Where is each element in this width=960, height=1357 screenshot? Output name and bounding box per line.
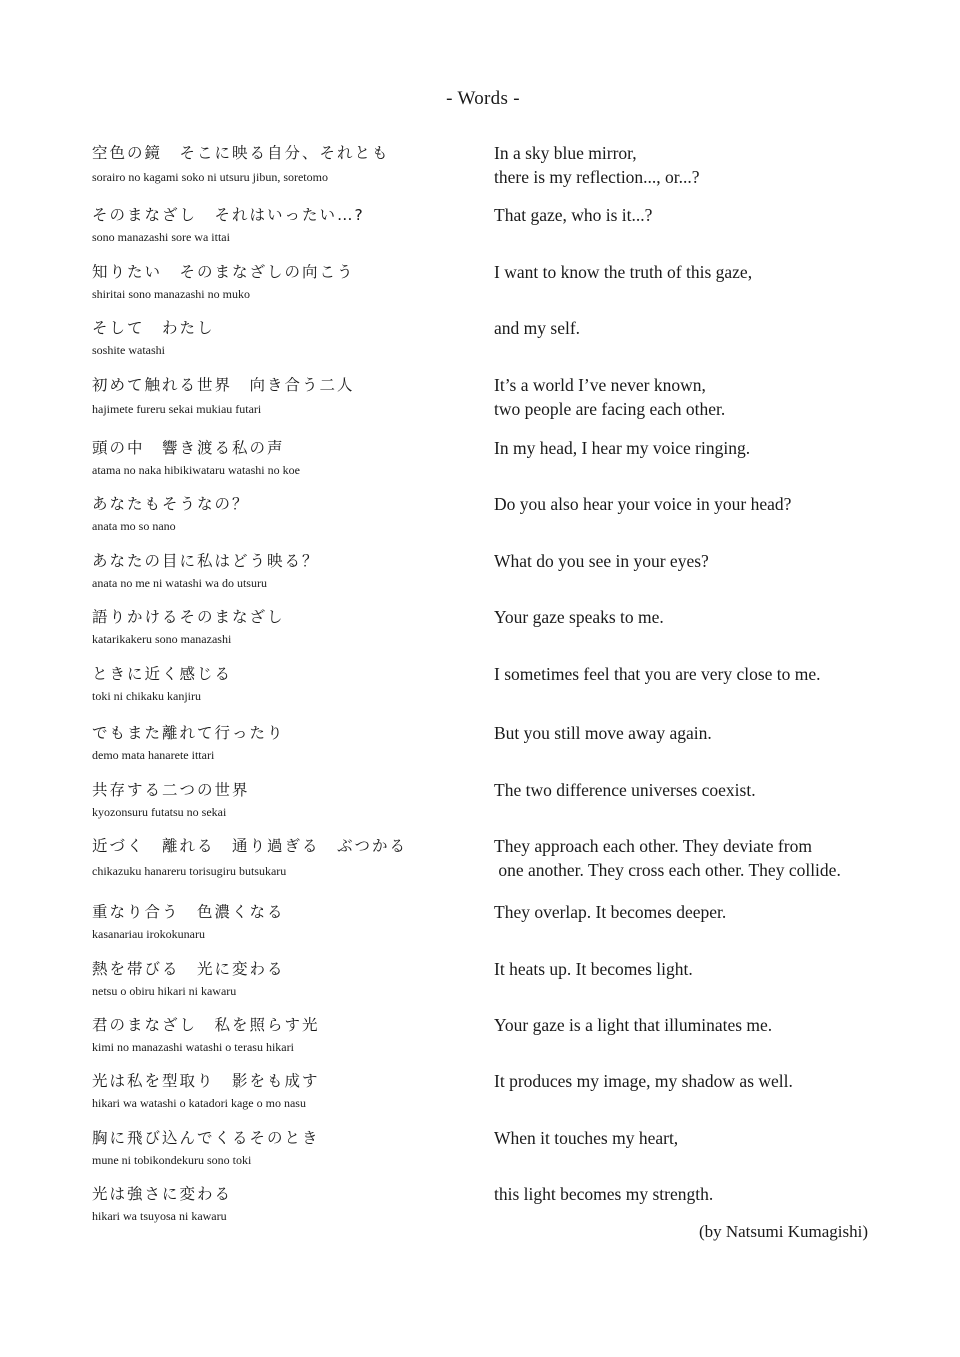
japanese-line: 重なり合う 色濃くなる [92, 903, 285, 921]
page-title: - Words - [446, 88, 520, 109]
japanese-line: でもまた離れて行ったり [92, 724, 285, 742]
english-translation [494, 141, 700, 189]
romaji-line: kyozonsuru futatsu no sekai [92, 805, 227, 819]
translation-line: In my head, I hear my voice ringing. [494, 438, 751, 458]
romaji-line: mune ni tobikondekuru sono toki [92, 1153, 252, 1167]
japanese-line: 空色の鏡 そこに映る自分、それとも [92, 144, 390, 162]
translation-line: and my self. [494, 318, 581, 338]
japanese-line: 語りかけるそのまなざし [92, 608, 285, 626]
translation-line: there is my reflection..., or...? [494, 167, 700, 187]
japanese-line: 光は強さに変わる [92, 1185, 233, 1203]
translation-line: But you still move away again. [494, 723, 712, 743]
romaji-line: katarikakeru sono manazashi [92, 632, 232, 646]
translation-line: It’s a world I’ve never known, [494, 375, 706, 395]
translation-line: Do you also hear your voice in your head? [494, 494, 792, 514]
english-translation [494, 957, 693, 981]
english-translation [494, 316, 580, 340]
romaji-line: anata mo so nano [92, 519, 176, 533]
romaji-line: anata no me ni watashi wa do utsuru [92, 576, 267, 590]
english-translation [494, 260, 752, 284]
romaji-line: soshite watashi [92, 343, 165, 357]
translation-line: They approach each other. They deviate from [494, 836, 812, 856]
english-translation [494, 662, 821, 686]
author-credit: (by Natsumi Kumagishi) [698, 1222, 868, 1241]
japanese-line: 熱を帯びる 光に変わる [92, 960, 285, 978]
japanese-line: 初めて触れる世界 向き合う二人 [92, 376, 355, 394]
japanese-line: 近づく 離れる 通り過ぎる ぶつかる [92, 837, 408, 855]
english-translation [494, 1013, 772, 1037]
translation-line: The two difference universes coexist. [494, 780, 756, 800]
romaji-line: hikari wa watashi o katadori kage o mo nasu [92, 1096, 306, 1110]
romaji-line: chikazuku hanareru torisugiru butsukaru [92, 864, 287, 878]
translation-line: this light becomes my strength. [494, 1184, 714, 1204]
japanese-line: ときに近く感じる [92, 665, 233, 683]
translation-line: What do you see in your eyes? [494, 551, 709, 571]
japanese-line: 知りたい そのまなざしの向こう [92, 263, 355, 281]
japanese-line: そのまなざし それはいったい…? [92, 206, 365, 224]
japanese-line: 頭の中 響き渡る私の声 [92, 439, 285, 457]
romaji-line: shiritai sono manazashi no muko [92, 287, 250, 301]
romaji-line: kasanariau irokokunaru [92, 927, 205, 941]
english-translation [494, 373, 725, 421]
translation-line: It heats up. It becomes light. [494, 959, 693, 979]
romaji-line: hikari wa tsuyosa ni kawaru [92, 1209, 227, 1223]
translation-line: They overlap. It becomes deeper. [494, 902, 727, 922]
japanese-line: あなたの目に私はどう映る？ [92, 552, 320, 570]
english-translation [494, 1069, 793, 1093]
translation-line: That gaze, who is it...? [494, 205, 653, 225]
translation-line: one another. They cross each other. They collide. [494, 860, 841, 880]
translation-line: I sometimes feel that you are very close to me. [494, 664, 821, 684]
translation-line: In a sky blue mirror, [494, 143, 637, 163]
romaji-line: sono manazashi sore wa ittai [92, 230, 230, 244]
english-translation [494, 203, 652, 227]
translation-line: two people are facing each other. [494, 399, 726, 419]
english-translation [494, 1182, 713, 1206]
romaji-line: demo mata hanarete ittari [92, 748, 215, 762]
english-translation [494, 492, 791, 516]
english-translation [494, 778, 756, 802]
japanese-line: 君のまなざし 私を照らす光 [92, 1016, 320, 1034]
japanese-line: 胸に飛び込んでくるそのとき [92, 1129, 320, 1147]
translation-line: I want to know the truth of this gaze, [494, 262, 753, 282]
english-translation [494, 436, 750, 460]
japanese-line: そして わたし [92, 319, 215, 337]
translation-line: When it touches my heart, [494, 1128, 679, 1148]
translation-line: Your gaze is a light that illuminates me. [494, 1015, 773, 1035]
japanese-line: 光は私を型取り 影をも成す [92, 1072, 320, 1090]
translation-line: It produces my image, my shadow as well. [494, 1071, 793, 1091]
japanese-line: あなたもそうなの？ [92, 495, 250, 513]
english-translation [494, 721, 712, 745]
english-translation [494, 900, 726, 924]
romaji-line: toki ni chikaku kanjiru [92, 689, 201, 703]
romaji-line: hajimete fureru sekai mukiau futari [92, 402, 262, 416]
romaji-line: netsu o obiru hikari ni kawaru [92, 984, 237, 998]
romaji-line: kimi no manazashi watashi o terasu hikari [92, 1040, 294, 1054]
english-translation [494, 1126, 678, 1150]
english-translation [494, 834, 841, 882]
romaji-line: atama no naka hibikiwataru watashi no koe [92, 463, 300, 477]
translation-line: Your gaze speaks to me. [494, 607, 664, 627]
japanese-line: 共存する二つの世界 [92, 781, 250, 799]
english-translation [494, 549, 709, 573]
english-translation [494, 605, 664, 629]
romaji-line: sorairo no kagami soko ni utsuru jibun, soretomo [92, 170, 328, 184]
